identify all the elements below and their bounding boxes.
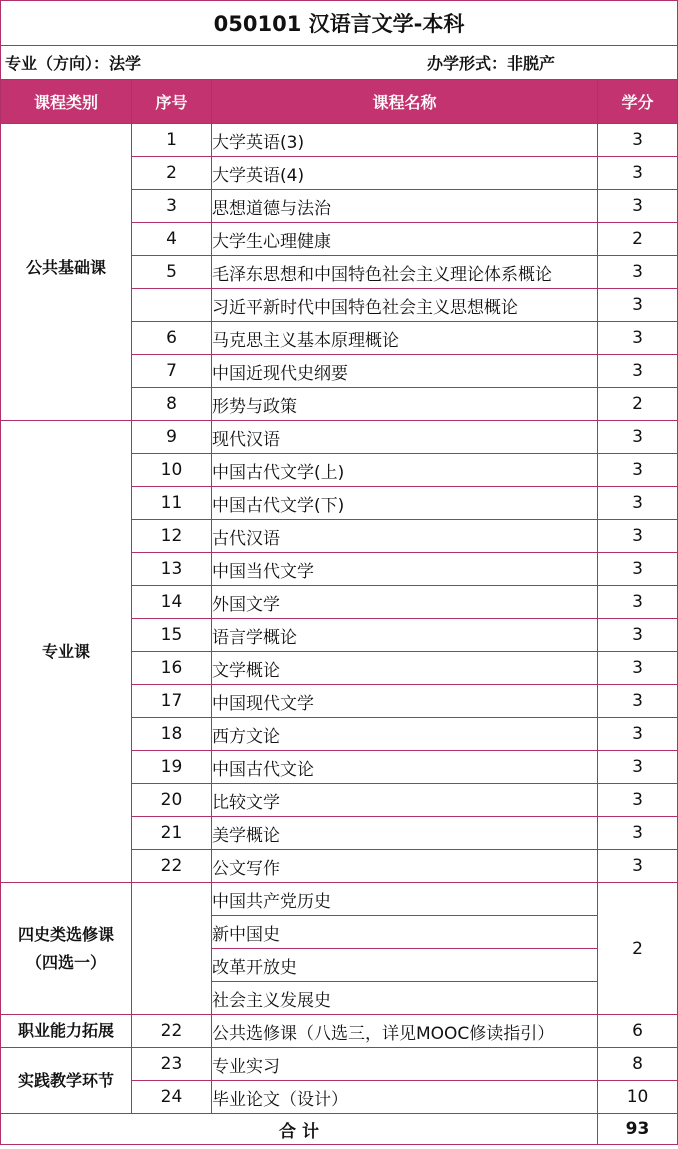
category-public: 公共基础课	[1, 124, 132, 421]
course-credit: 3	[598, 685, 678, 718]
row-number: 13	[132, 553, 212, 586]
course-name: 公文写作	[212, 850, 598, 883]
row-number: 12	[132, 520, 212, 553]
course-name: 中国现代文学	[212, 685, 598, 718]
course-credit: 3	[598, 718, 678, 751]
header-number: 序号	[132, 80, 212, 124]
course-credit: 8	[598, 1048, 678, 1081]
course-credit: 3	[598, 817, 678, 850]
course-credit: 3	[598, 652, 678, 685]
course-credit: 3	[598, 256, 678, 289]
row-number: 7	[132, 355, 212, 388]
category-practice: 实践教学环节	[1, 1048, 132, 1114]
course-name: 形势与政策	[212, 388, 598, 421]
total-label: 合 计	[1, 1114, 598, 1145]
category-history-line2: （四选一）	[25, 952, 106, 972]
mode-label: 办学形式：	[427, 54, 508, 73]
row-number: 21	[132, 817, 212, 850]
table-row	[1, 883, 678, 916]
row-number: 24	[132, 1081, 212, 1114]
course-credit: 3	[598, 124, 678, 157]
major-label: 专业（方向）：	[5, 54, 110, 73]
course-name: 大学生心理健康	[212, 223, 598, 256]
course-credit: 3	[598, 454, 678, 487]
row-number: 20	[132, 784, 212, 817]
row-number: 18	[132, 718, 212, 751]
row-number: 3	[132, 190, 212, 223]
major-value: 法学	[109, 54, 142, 73]
course-credit: 3	[598, 487, 678, 520]
table-row	[1, 124, 678, 157]
course-credit: 2	[598, 388, 678, 421]
course-name: 马克思主义基本原理概论	[212, 322, 598, 355]
course-name: 美学概论	[212, 817, 598, 850]
category-major: 专业课	[1, 421, 132, 883]
course-name: 习近平新时代中国特色社会主义思想概论	[212, 289, 598, 322]
course-name: 大学英语(3)	[212, 124, 598, 157]
course-name: 毛泽东思想和中国特色社会主义理论体系概论	[212, 256, 598, 289]
course-credit: 3	[598, 157, 678, 190]
table-row	[1, 421, 678, 454]
mode-value: 非脱产	[507, 54, 556, 73]
course-name: 专业实习	[212, 1048, 598, 1081]
category-history-line1: 四史类选修课	[17, 924, 114, 944]
table-row	[1, 1015, 678, 1048]
course-name: 毕业论文（设计）	[212, 1081, 598, 1114]
course-name: 中国共产党历史	[212, 883, 598, 916]
table-row	[1, 1048, 678, 1081]
row-number: 14	[132, 586, 212, 619]
course-credit: 3	[598, 190, 678, 223]
info-blank	[598, 46, 678, 80]
course-name: 改革开放史	[212, 949, 598, 982]
course-name: 社会主义发展史	[212, 982, 598, 1015]
course-name: 古代汉语	[212, 520, 598, 553]
course-credit: 3	[598, 586, 678, 619]
row-number: 9	[132, 421, 212, 454]
course-name: 现代汉语	[212, 421, 598, 454]
title-row	[1, 1, 678, 46]
row-number: 2	[132, 157, 212, 190]
header-row	[1, 80, 678, 124]
course-name: 西方文论	[212, 718, 598, 751]
course-name: 中国当代文学	[212, 553, 598, 586]
row-number: 16	[132, 652, 212, 685]
table-title: 050101 汉语言文学-本科	[1, 1, 678, 46]
course-name: 新中国史	[212, 916, 598, 949]
course-credit: 3	[598, 553, 678, 586]
course-name: 大学英语(4)	[212, 157, 598, 190]
row-number: 11	[132, 487, 212, 520]
row-number: 22	[132, 1015, 212, 1048]
course-credit: 2	[598, 223, 678, 256]
course-name: 比较文学	[212, 784, 598, 817]
row-number: 10	[132, 454, 212, 487]
course-name: 外国文学	[212, 586, 598, 619]
row-number: 4	[132, 223, 212, 256]
row-number: 15	[132, 619, 212, 652]
course-credit: 10	[598, 1081, 678, 1114]
course-credit: 6	[598, 1015, 678, 1048]
course-credit: 3	[598, 784, 678, 817]
category-history	[1, 883, 132, 1015]
info-row	[1, 46, 678, 80]
row-number	[132, 289, 212, 322]
row-number: 1	[132, 124, 212, 157]
course-credit: 3	[598, 850, 678, 883]
row-number: 22	[132, 850, 212, 883]
course-name: 文学概论	[212, 652, 598, 685]
course-name: 公共选修课（八选三，详见MOOC修读指引）	[212, 1015, 598, 1048]
course-name: 语言学概论	[212, 619, 598, 652]
course-name: 中国古代文学(上)	[212, 454, 598, 487]
total-value: 93	[598, 1114, 678, 1145]
header-category: 课程类别	[1, 80, 132, 124]
course-credit: 3	[598, 520, 678, 553]
row-number: 23	[132, 1048, 212, 1081]
header-name: 课程名称	[212, 80, 598, 124]
header-credit: 学分	[598, 80, 678, 124]
course-credit: 3	[598, 619, 678, 652]
course-credit: 3	[598, 421, 678, 454]
row-number: 17	[132, 685, 212, 718]
course-name: 中国古代文学(下)	[212, 487, 598, 520]
course-credit: 3	[598, 289, 678, 322]
row-number: 5	[132, 256, 212, 289]
category-career: 职业能力拓展	[1, 1015, 132, 1048]
major-info	[1, 46, 598, 80]
course-name: 中国古代文论	[212, 751, 598, 784]
course-name: 思想道德与法治	[212, 190, 598, 223]
course-credit: 3	[598, 322, 678, 355]
course-credit: 2	[598, 883, 678, 1015]
row-number: 8	[132, 388, 212, 421]
row-number: 19	[132, 751, 212, 784]
course-name: 中国近现代史纲要	[212, 355, 598, 388]
row-number: 6	[132, 322, 212, 355]
course-credit: 3	[598, 355, 678, 388]
course-credit: 3	[598, 751, 678, 784]
row-number	[132, 883, 212, 1015]
total-row	[1, 1114, 678, 1145]
